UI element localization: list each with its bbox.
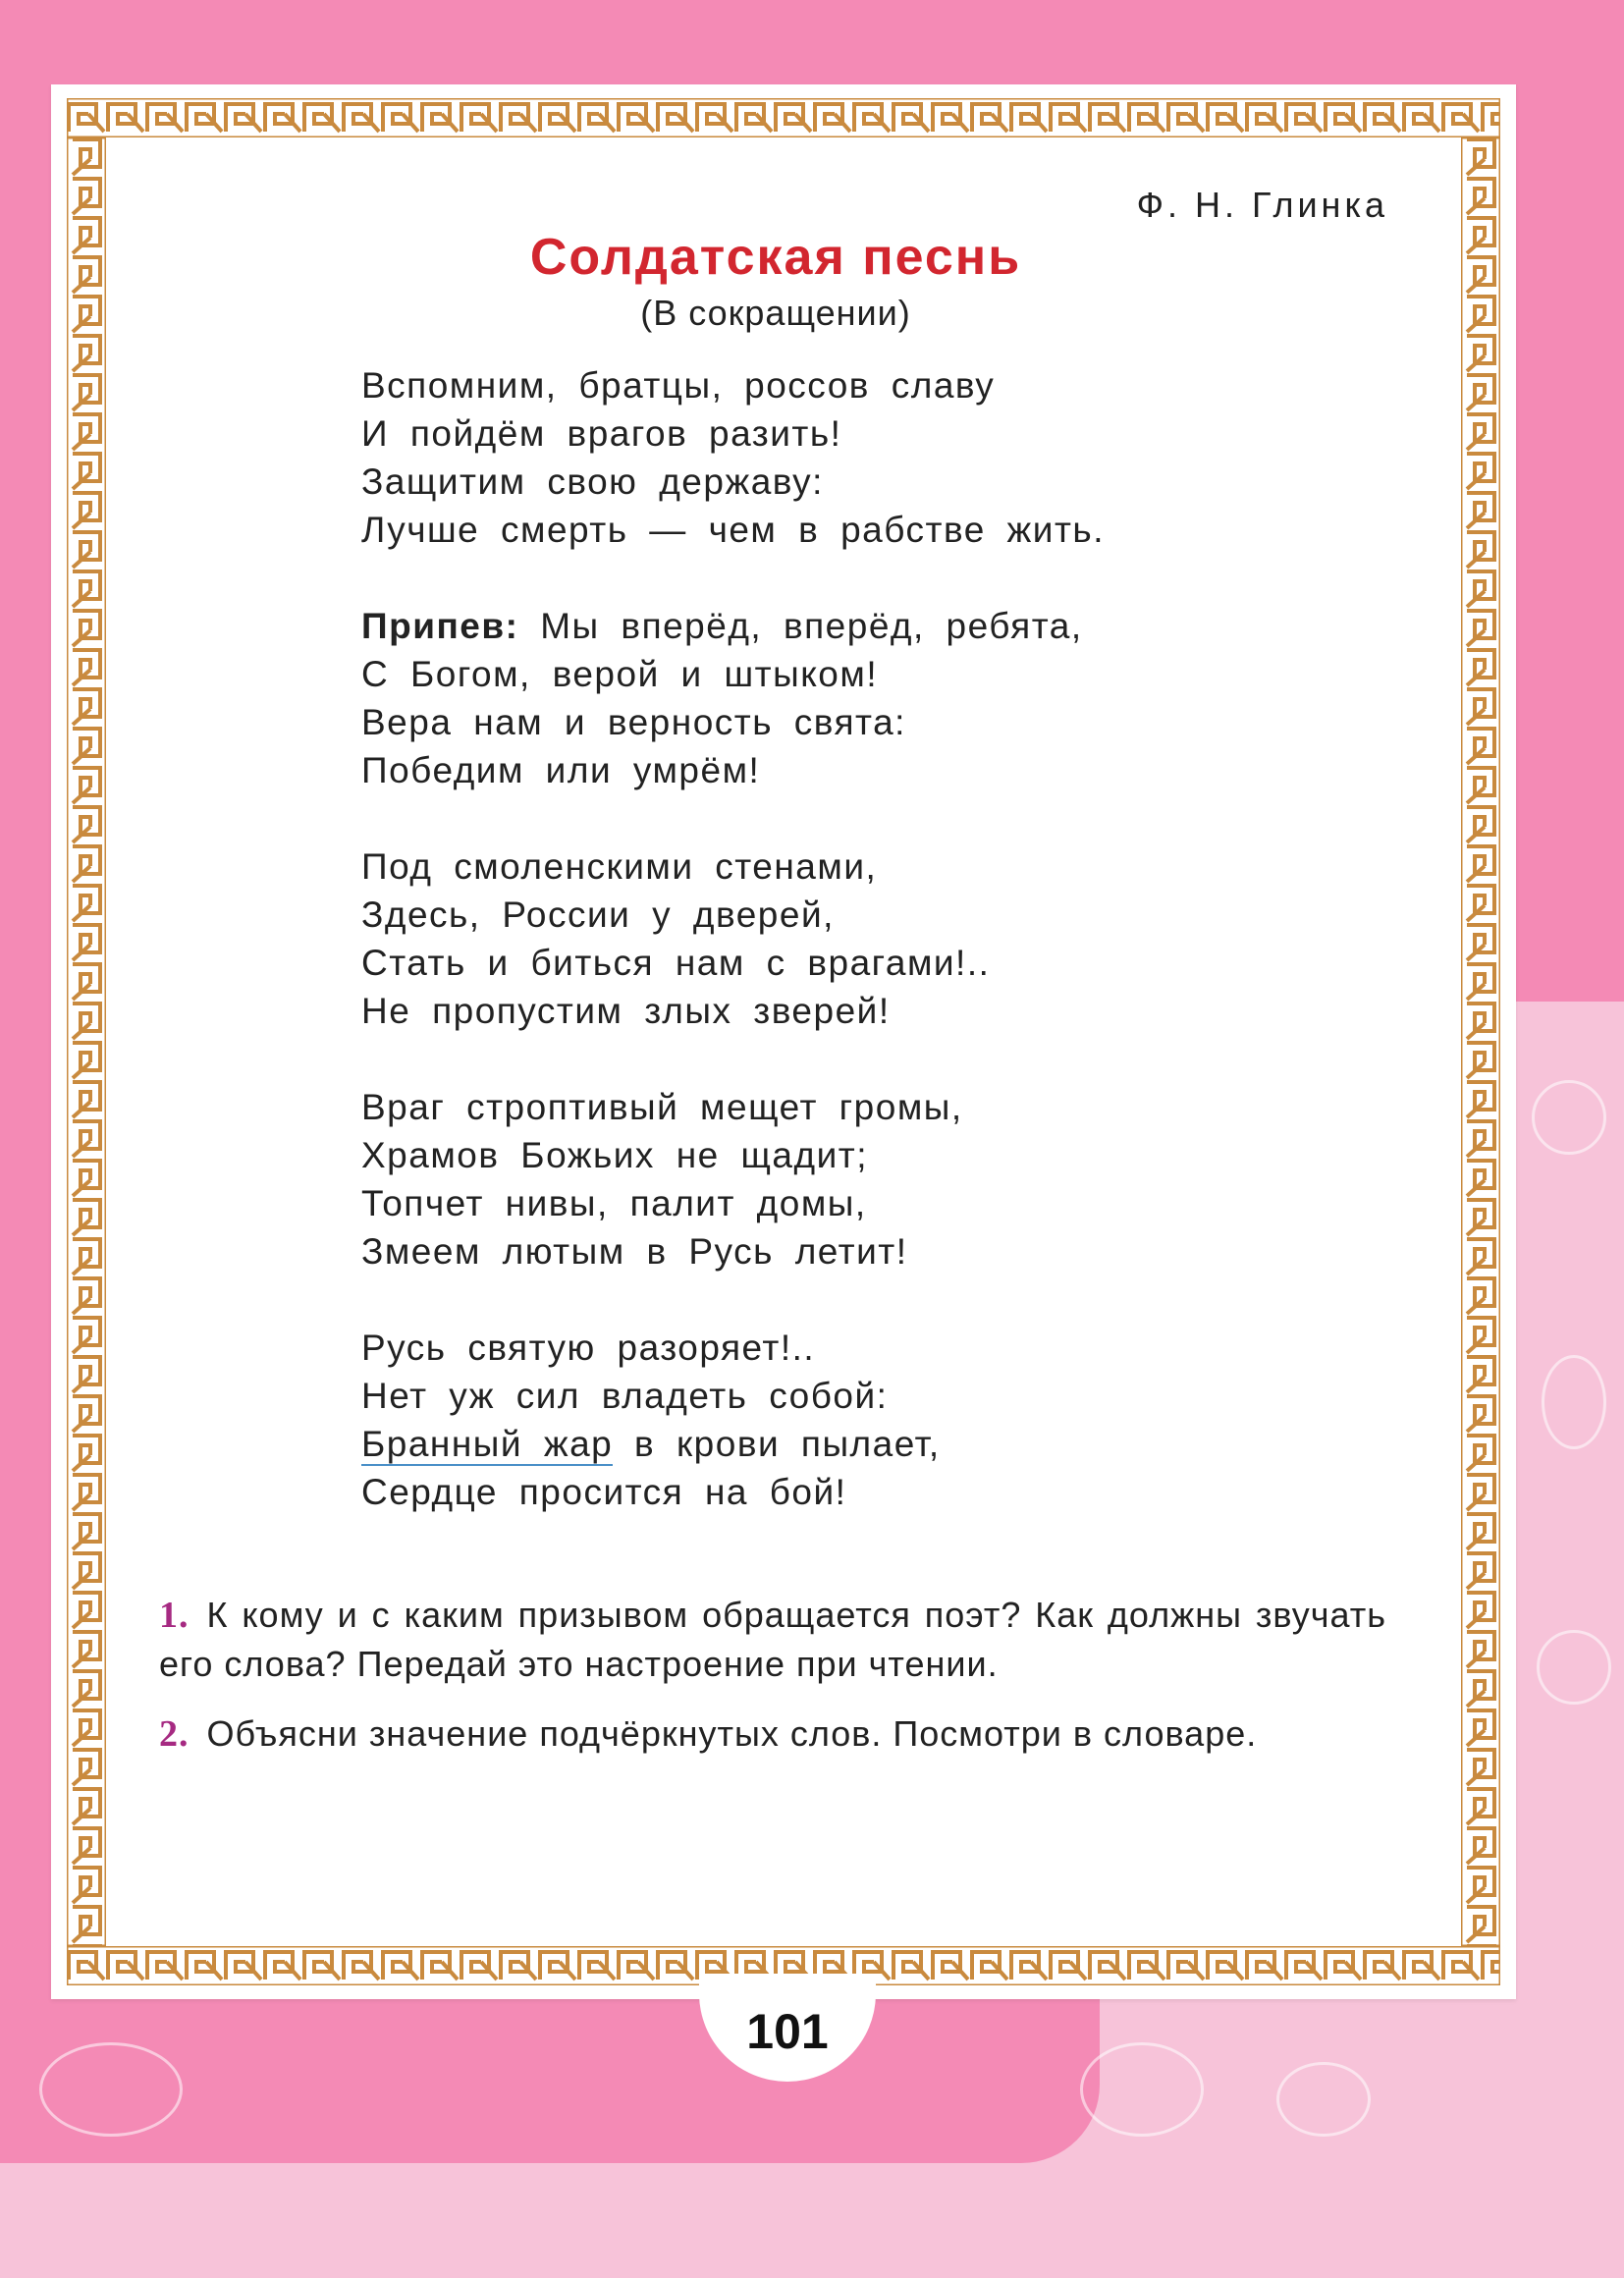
poem-line [361,1420,1245,1468]
page-number: 101 [746,2004,829,2059]
poem-line: Топчет нивы, палит домы, [361,1183,867,1223]
underlined-word: Бранный жар [361,1424,614,1464]
poem-line: Не пропустим злых зверей! [361,991,891,1031]
question-text: Объясни значение подчёркнутых слов. Посмотри в словаре. [206,1713,1258,1754]
background-swirl-ornament [1276,2062,1371,2137]
question-number: 1. [159,1595,189,1636]
poem-line: С Богом, верой и штыком! [361,654,879,694]
poem-text [361,361,1245,1564]
poem-line: Вспомним, братцы, россов славу [361,365,996,406]
poem-line: Под смоленскими стенами, [361,846,878,887]
stanza-3 [361,842,1245,1035]
poem-line: Стать и биться нам с врагами!.. [361,943,991,983]
poem-line: Защитим свою державу: [361,461,824,502]
poem-line: И пойдём врагов разить! [361,413,842,454]
background-swirl-ornament [1537,1630,1611,1705]
poem-subtitle: (В сокращении) [640,293,911,333]
background-swirl-ornament [1532,1080,1606,1155]
question-2 [159,1709,1386,1759]
poem-line: Вера нам и верность свята: [361,702,906,742]
questions-section [159,1591,1386,1780]
background-swirl-ornament [1542,1355,1606,1449]
chorus-label: Припев: [361,606,519,646]
poem-line: Храмов Божьих не щадит; [361,1135,868,1175]
poem-line: Змеем лютым в Русь летит! [361,1231,908,1272]
stanza-5 [361,1324,1245,1516]
question-text: К кому и с каким призывом обращается поэт? Как должны звучать его слова? Передай это настроение при чтении. [159,1595,1386,1684]
poem-line-rest: в крови пылает, [613,1424,941,1464]
stanza-chorus [361,602,1245,794]
chorus-line-text: Мы вперёд, вперёд, ребята, [540,606,1083,646]
poem-line: Нет уж сил владеть собой: [361,1376,889,1416]
stanza-1 [361,361,1245,554]
poem-line: Победим или умрём! [361,750,761,790]
poem-author: Ф. Н. Глинка [1136,185,1388,225]
poem-line: Враг строптивый мещет громы, [361,1087,963,1127]
background-swirl-ornament [1080,2042,1204,2137]
poem-line: Лучше смерть — чем в рабстве жить. [361,510,1105,550]
poem-line: Сердце просится на бой! [361,1472,847,1512]
poem-title: Солдатская песнь [529,229,1022,286]
poem-line: Русь святую разоряет!.. [361,1328,816,1368]
ornament-border-left [67,137,106,1946]
poem-line: Здесь, России у дверей, [361,895,835,935]
question-1 [159,1591,1386,1688]
question-number: 2. [159,1713,189,1755]
stanza-4 [361,1083,1245,1275]
ornament-border-top [67,98,1500,137]
poem-line [361,602,1245,650]
background-swirl-ornament [39,2042,183,2137]
ornament-border-right [1461,137,1500,1946]
